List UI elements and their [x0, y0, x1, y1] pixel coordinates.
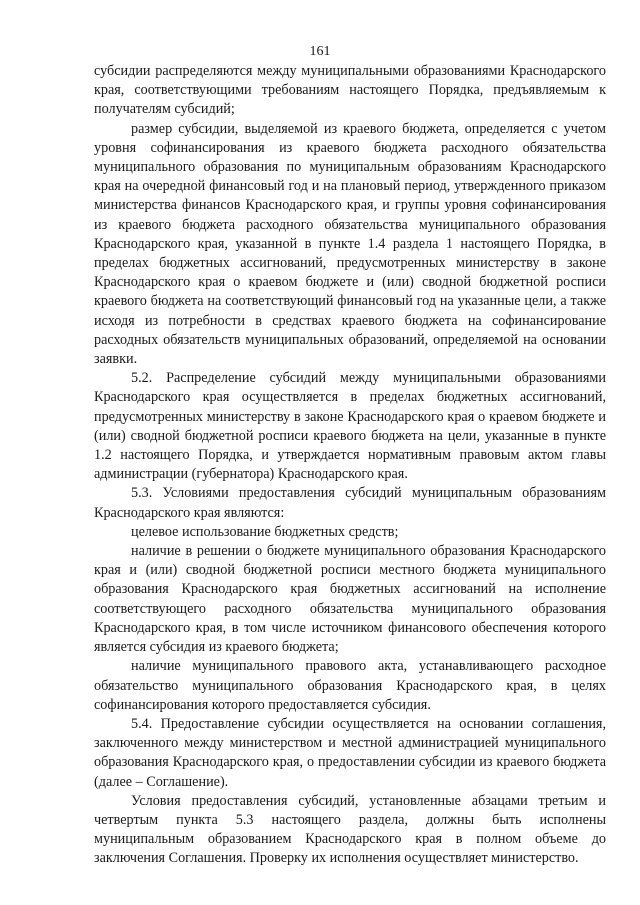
document-body: [94, 62, 606, 869]
paragraph-subsidy-distribution: субсидии распределяются между муниципальными образованиями Краснодарского края, соответствующими требованиям настоящего Порядка, предъявляемым к получателям субсидий;: [94, 63, 606, 118]
paragraph-budget-allocation: наличие в решении о бюджете муниципального образования Краснодарского края и (или) сводной бюджетной росписи местного бюджета муниципального образования Краснодарского края бюджетных ассигнований на исполнение соответствующего расходного обязательства муниципального образования Краснодарского края, в том числе источником финансового обеспечения которого является субсидия из краевого бюджета;: [94, 543, 606, 656]
paragraph-5-3: 5.3. Условиями предоставления субсидий муниципальным образованиям Краснодарского края являются:: [94, 485, 606, 521]
paragraph-target-use: целевое использование бюджетных средств;: [131, 523, 399, 540]
paragraph-subsidy-amount: размер субсидии, выделяемой из краевого бюджета, определяется с учетом уровня софинансирования из краевого бюджета расходного обязательства муниципального образования по муниципальным образованиям Краснодарского края на очередной финансовый год и на плановый период, утвержденного приказом министерства финансов Краснодарского края, и группы уровня софинансирования из краевого бюджета расходного обязательства муниципального образования Краснодарского края, указанной в пункте 1.4 раздела 1 настоящего Порядка, в пределах бюджетных ассигнований, предусмотренных министерству в законе Краснодарского края о краевом бюджете и (или) сводной бюджетной росписи краевого бюджета на соответствующий финансовый год на указанные цели, а также исходя из потребности в средствах краевого бюджета на софинансирование расходных обязательств муниципальных образований, определяемой на основании заявки.: [94, 120, 606, 368]
paragraph-conditions: Условия предоставления субсидий, установленные абзацами третьим и четвертым пункта 5.3 настоящего раздела, должны быть исполнены муниципальным образованием Краснодарского края в полном объеме до заключения Соглашения. Проверку их исполнения осуществляет министерство.: [94, 792, 606, 867]
paragraph-5-4: 5.4. Предоставление субсидии осуществляется на основании соглашения, заключенного между министерством и местной администрацией муниципального образования Краснодарского края, о предоставлении субсидии из краевого бюджета (далее – Соглашение).: [94, 715, 606, 790]
paragraph-5-2: 5.2. Распределение субсидий между муниципальными образованиями Краснодарского края осуществляется в пределах бюджетных ассигнований, предусмотренных министерству в законе Краснодарского края о краевом бюджете и (или) сводной бюджетной росписи краевого бюджета на цели, указанные в пункте 1.2 настоящего Порядка, и утверждается нормативным правовым актом главы администрации (губернатора) Краснодарского края.: [94, 370, 606, 483]
page-number: 161: [309, 44, 331, 59]
paragraph-legal-act: наличие муниципального правового акта, устанавливающего расходное обязательство муниципального образования Краснодарского края, в целях софинансирования которого предоставляется субсидия.: [94, 658, 606, 713]
